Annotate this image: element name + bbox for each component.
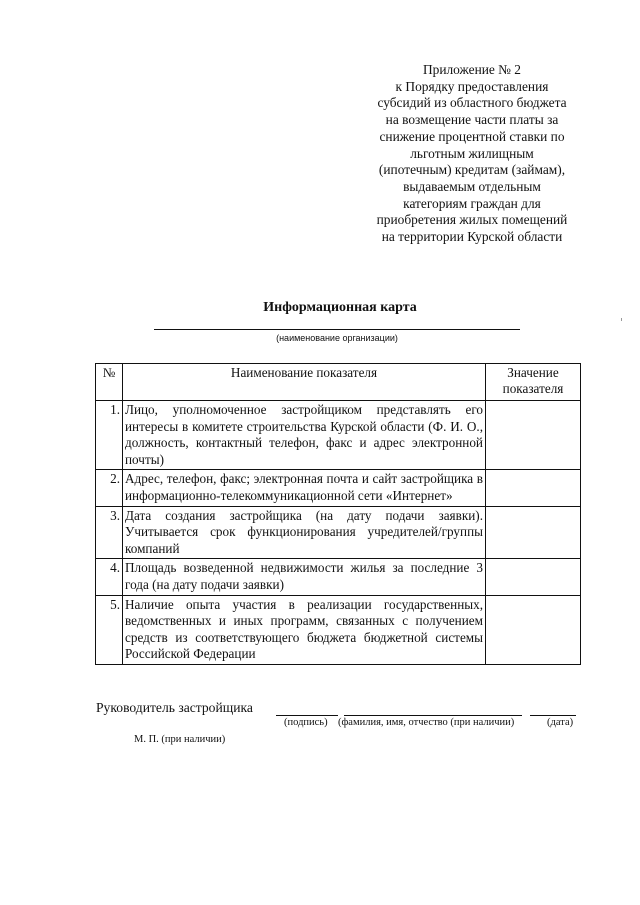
appendix-line: категориям граждан для <box>403 195 541 211</box>
appendix-line: (ипотечным) кредитам (займам), <box>378 162 566 178</box>
table-row <box>96 559 581 595</box>
signature-line <box>276 715 338 716</box>
appendix-line: на возмещение части платы за <box>385 112 559 128</box>
row-indicator-value <box>486 595 581 664</box>
appendix-line: снижение процентной ставки по <box>379 128 565 144</box>
signature-caption: (подпись) <box>284 717 328 728</box>
row-number: 3. <box>96 506 123 559</box>
table-row <box>96 470 581 506</box>
row-number: 5. <box>96 595 123 664</box>
table-row <box>96 401 581 470</box>
row-indicator-name: Наличие опыта участия в реализации государственных, ведомственных и иных программ, связанных с получением средств из соответствующего бюджета бюджетной системы Российской Федерации <box>123 595 486 664</box>
row-indicator-name: Адрес, телефон, факс; электронная почта и сайт застройщика в информационно-телекоммуникационной сети «Интернет» <box>123 470 486 506</box>
table-row <box>96 506 581 559</box>
full-name-caption: (фамилия, имя, отчество (при наличии) <box>338 717 515 728</box>
row-number: 2. <box>96 470 123 506</box>
full-name-line <box>344 715 522 716</box>
row-number: 4. <box>96 559 123 595</box>
appendix-line: льготным жилищным <box>410 145 534 161</box>
seal-note: М. П. (при наличии) <box>134 734 226 745</box>
row-indicator-name: Лицо, уполномоченное застройщиком представлять его интересы в комитете строительства Курской области (Ф. И. О., должность, контактный телефон, факс и адрес электронной почты) <box>123 401 486 470</box>
row-indicator-value <box>486 470 581 506</box>
appendix-line: Приложение № 2 <box>422 62 522 77</box>
organization-name-caption: (наименование организации) <box>276 333 398 343</box>
row-indicator-value <box>486 401 581 470</box>
appendix-block <box>358 62 586 246</box>
date-line <box>530 715 576 716</box>
director-signature-label: Руководитель застройщика <box>96 700 253 715</box>
row-indicator-value <box>486 506 581 559</box>
row-indicator-name: Дата создания застройщика (на дату подачи заявки). Учитывается срок функционирования учредителей/группы компаний <box>123 506 486 559</box>
organization-name-line <box>154 329 520 330</box>
page-title: Информационная карта <box>263 300 417 315</box>
appendix-line: субсидий из областного бюджета <box>377 95 567 111</box>
info-table <box>95 363 581 665</box>
appendix-line: выдаваемым отдельным <box>403 178 541 194</box>
row-indicator-name: Площадь возведенной недвижимости жилья за последние 3 года (на дату подачи заявки) <box>123 559 486 595</box>
table-row <box>96 595 581 664</box>
row-number: 1. <box>96 401 123 470</box>
header-indicator-value: Значение показателя <box>486 364 581 401</box>
appendix-line: на территории Курской области <box>381 229 563 245</box>
table-header-row <box>96 364 581 401</box>
date-caption: (дата) <box>547 717 574 728</box>
scan-artifact <box>621 318 622 321</box>
row-indicator-value <box>486 559 581 595</box>
appendix-line: приобретения жилых помещений <box>376 212 568 228</box>
header-number: № <box>96 364 123 401</box>
appendix-line: к Порядку предоставления <box>395 78 549 94</box>
header-indicator-name: Наименование показателя <box>123 364 486 401</box>
